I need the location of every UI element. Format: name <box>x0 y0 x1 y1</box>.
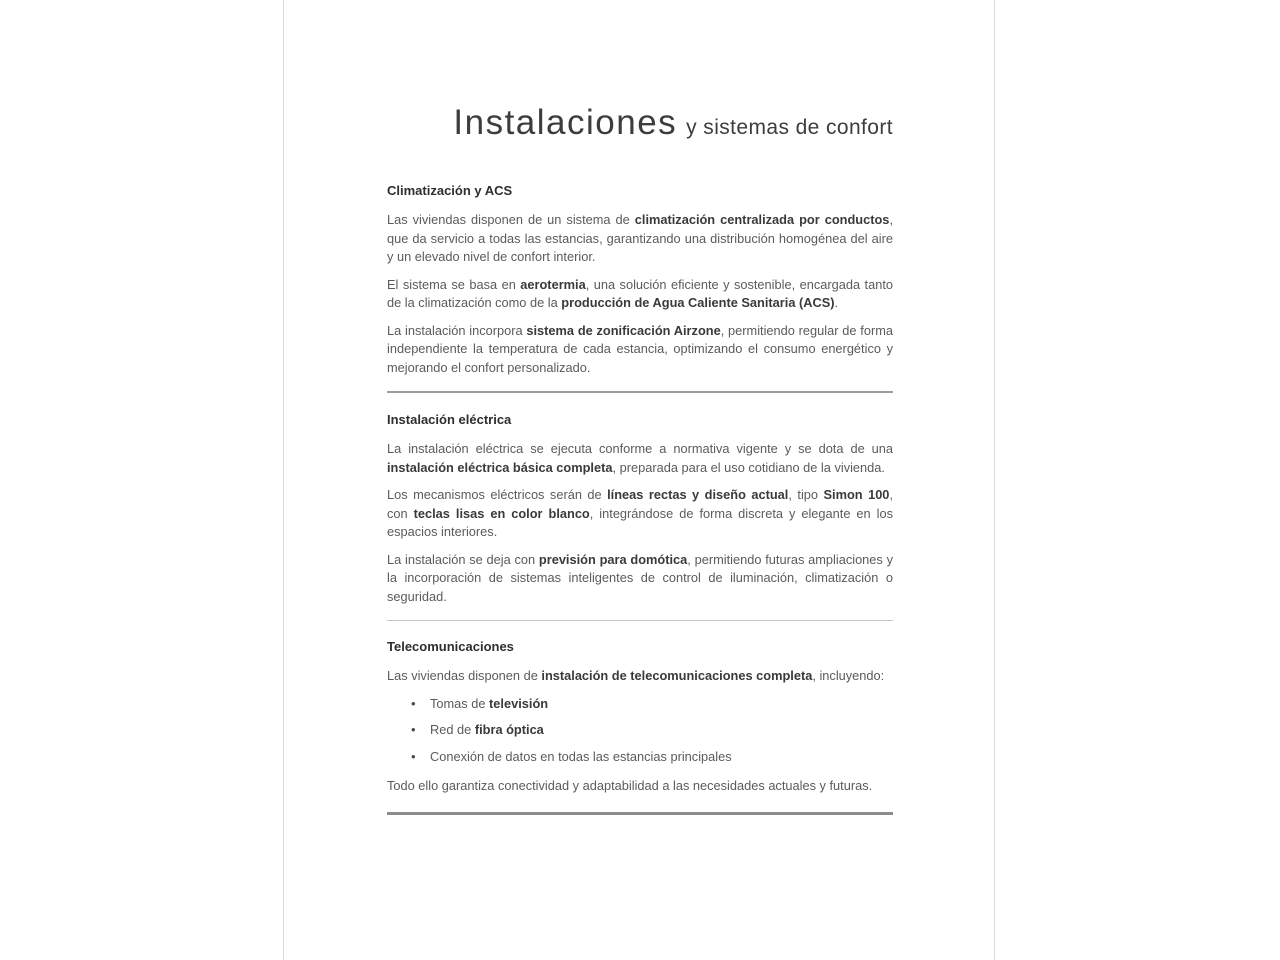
section-heading: Instalación eléctrica <box>387 412 512 427</box>
paragraph <box>387 322 893 378</box>
section-heading: Climatización y ACS <box>387 183 513 198</box>
bold-text: producción de Agua Caliente Sanitaria (ACS) <box>561 295 835 310</box>
body-text: Red de <box>430 722 475 737</box>
document-sections <box>387 183 893 815</box>
bold-text: instalación de telecomunicaciones completa <box>541 668 813 683</box>
bold-text: teclas lisas en color blanco <box>413 505 590 521</box>
paragraph <box>387 777 893 796</box>
page-content <box>284 0 994 815</box>
body-text: . <box>834 295 839 310</box>
paragraph <box>387 211 893 267</box>
section-heading: Telecomunicaciones <box>387 639 514 654</box>
body-text: Tomas de <box>430 695 490 711</box>
body-text: , permitiendo regular de forma independiente la temperatura de cada estancia, optimizando el consumo energético y mejorando el confort personalizado. <box>387 322 893 375</box>
section-divider <box>387 391 893 393</box>
list-item <box>411 748 893 767</box>
list-item <box>411 695 893 714</box>
body-text: , permitiendo futuras ampliaciones y la incorporación de sistemas inteligentes de control de iluminación, climatización o seguridad. <box>387 551 893 604</box>
body-text: Todo ello garantiza conectividad y adaptabilidad a las necesidades actuales y futuras. <box>387 778 873 793</box>
bold-text: climatización centralizada por conductos <box>634 212 890 227</box>
body-text: La instalación incorpora <box>387 322 527 338</box>
body-text: Las viviendas disponen de <box>387 668 542 683</box>
page-title-subtitle: y sistemas de confort <box>686 116 893 139</box>
body-text: , con <box>387 487 893 521</box>
bold-text: sistema de zonificación Airzone <box>526 322 721 338</box>
bold-text: fibra óptica <box>474 722 544 737</box>
bold-text: televisión <box>489 695 549 711</box>
bold-text: Simon 100 <box>823 487 890 502</box>
section-divider <box>387 812 893 815</box>
body-text: , preparada para el uso cotidiano de la vivienda. <box>612 459 885 475</box>
body-text: , que da servicio a todas las estancias, garantizando una distribución homogénea del aire y un elevado nivel de confort interior. <box>387 212 893 264</box>
document-page <box>283 0 995 960</box>
body-text: Los mecanismos eléctricos serán de <box>387 487 608 502</box>
section <box>387 639 893 815</box>
paragraph <box>387 276 893 313</box>
bullet-list <box>387 695 893 767</box>
body-text: Conexión de datos en todas las estancias principales <box>430 748 732 764</box>
bold-text: instalación eléctrica básica completa <box>387 459 613 475</box>
section <box>387 183 893 393</box>
page-title-main: Instalaciones <box>453 103 678 142</box>
section-divider <box>387 620 893 621</box>
paragraph <box>387 440 893 477</box>
body-text: , integrándose de forma discreta y elegante en los espacios interiores. <box>387 505 893 539</box>
list-item <box>411 721 893 740</box>
body-text: Las viviendas disponen de un sistema de <box>387 212 635 227</box>
body-text: La instalación se deja con <box>387 551 539 567</box>
body-text: , incluyendo: <box>812 668 885 683</box>
body-text: El sistema se basa en <box>387 276 521 292</box>
bold-text: aerotermia <box>520 276 586 292</box>
paragraph <box>387 551 893 607</box>
body-text: La instalación eléctrica se ejecuta conforme a normativa vigente y se dota de una <box>387 441 893 456</box>
bold-text: previsión para domótica <box>538 551 688 567</box>
section <box>387 412 893 621</box>
paragraph <box>387 486 893 542</box>
body-text: , tipo <box>788 487 824 502</box>
paragraph <box>387 667 893 686</box>
page-title <box>387 103 893 148</box>
bold-text: líneas rectas y diseño actual <box>607 487 789 502</box>
body-text: , una solución eficiente y sostenible, encargada tanto de la climatización como de la <box>387 276 893 310</box>
